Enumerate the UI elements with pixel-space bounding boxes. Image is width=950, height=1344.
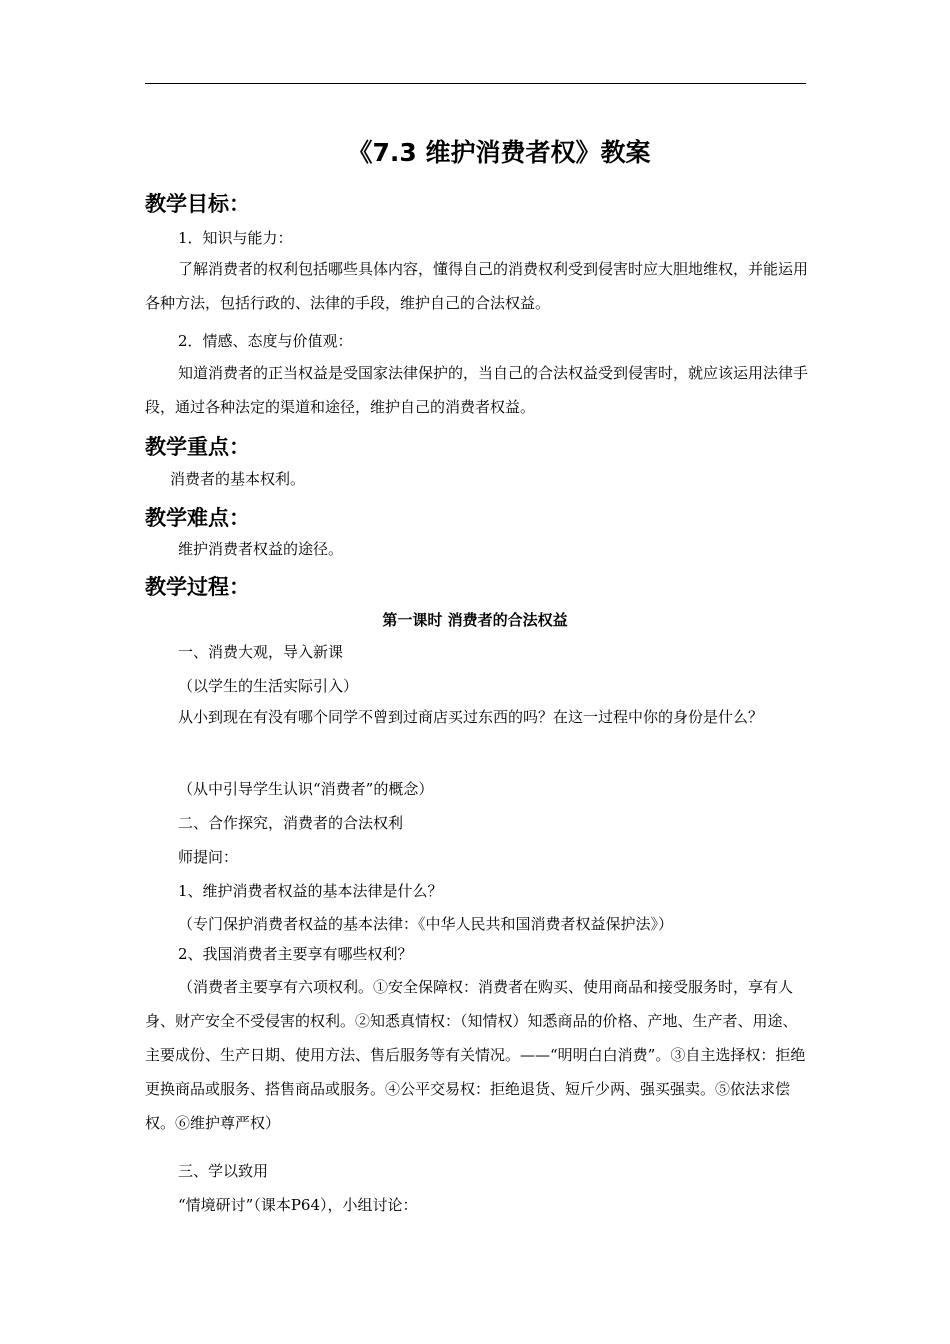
section-heading-difficulty: 教学难点：: [145, 506, 250, 530]
goal1-label: 1．知识与能力：: [178, 229, 293, 247]
paragraph: （以学生的生活实际引入）: [178, 677, 359, 695]
difficulty-text: 维护消费者权益的途径。: [178, 540, 344, 558]
paragraph: （专门保护消费者权益的基本法律：《中华人民共和国消费者权益保护法》）: [178, 915, 674, 933]
goal2-label: 2．情感、态度与价值观：: [178, 332, 353, 350]
key-text: 消费者的基本权利。: [170, 470, 306, 488]
paragraph: （消费者主要享有六项权利。①安全保障权：消费者在购买、使用商品和接受服务时，享有人身、财产安全不受侵害的权利。②知悉真情权：（知情权）知悉商品的价格、产地、生产者、用途、主要成份、生产日期、使用方法、售后服务等有关情况。——“明明白白消费”。③自主选择权：拒绝更换商品或服务、搭售商品或服务。④公平交易权：拒绝退货、短斤少两、强买强卖。⑤依法求偿权。⑥维护尊严权）: [145, 978, 806, 1132]
paragraph: 1、维护消费者权益的基本法律是什么？: [178, 882, 443, 900]
paragraph: “情境研讨”（课本P64），小组讨论：: [178, 1196, 418, 1214]
section-heading-key: 教学重点：: [145, 435, 250, 459]
section-heading-goals: 教学目标：: [145, 192, 250, 216]
lesson-title: 第一课时 消费者的合法权益: [382, 611, 568, 629]
paragraph: （从中引导学生认识“消费者”的概念）: [178, 780, 434, 798]
paragraph: 三、学以致用: [178, 1162, 269, 1180]
paragraph: 2、我国消费者主要享有哪些权利？: [178, 945, 413, 963]
paragraph: 二、合作探究，消费者的合法权利: [178, 814, 404, 832]
goal1-text: 了解消费者的权利包括哪些具体内容，懂得自己的消费权利受到侵害时应大胆地维权，并能运用各种方法，包括行政的、法律的手段，维护自己的合法权益。: [145, 260, 809, 312]
goal2-text: 知道消费者的正当权益是受国家法律保护的，当自己的合法权益受到侵害时，就应该运用法律手段，通过各种法定的渠道和途径，维护自己的消费者权益。: [145, 364, 809, 416]
paragraph: 师提问：: [178, 848, 239, 866]
paragraph: 从小到现在有没有哪个同学不曾到过商店买过东西的吗？在这一过程中你的身份是什么？: [178, 708, 764, 726]
header-rule: [145, 83, 806, 84]
section-heading-process: 教学过程：: [145, 575, 250, 599]
document-title: 《7.3 维护消费者权》教案: [347, 138, 651, 167]
paragraph: 一、消费大观，导入新课: [178, 643, 344, 661]
